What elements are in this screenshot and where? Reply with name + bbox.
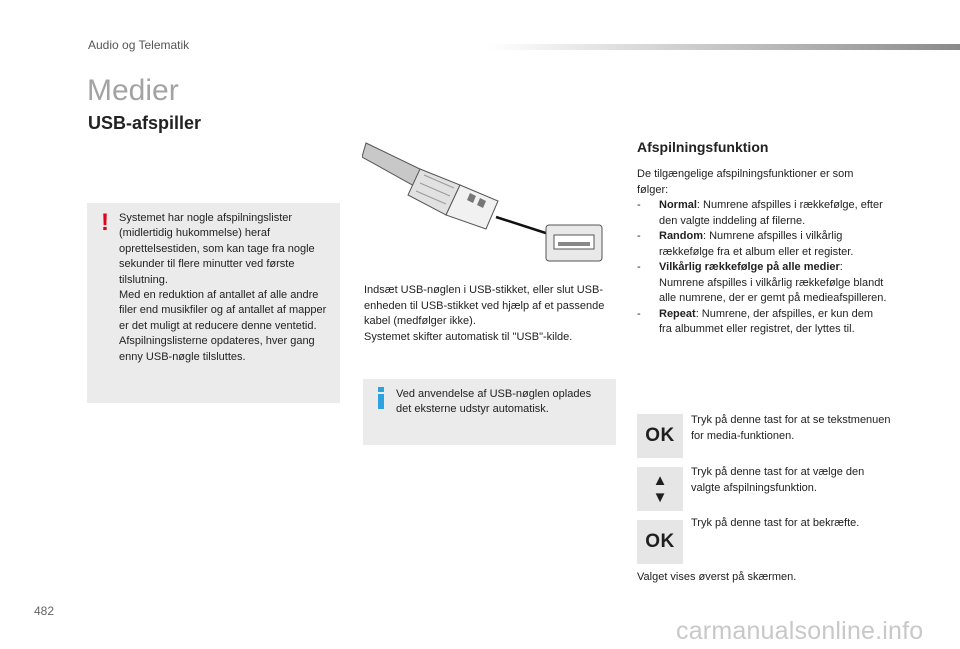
warning-box xyxy=(87,203,340,403)
confirm-ok-key-icon: OK xyxy=(637,520,683,564)
info-box xyxy=(363,379,616,445)
insert-instructions: Indsæt USB-nøglen i USB-stikket, eller slut USB-enheden til USB-stikket ved hjælp af et passende kabel (medfølger ikke). Systemet skifter automatisk til "USB"-kilde. xyxy=(364,284,605,343)
playback-mode-list xyxy=(637,198,887,338)
mode-name: Random xyxy=(659,230,703,242)
page-title: Medier xyxy=(87,74,179,107)
ok-key-description: Tryk på denne tast for at se tekstmenuen for media-funktionen. xyxy=(691,414,891,442)
usb-port xyxy=(546,225,602,261)
dash-bullet: - xyxy=(637,199,641,211)
watermark: carmanualsonline.info xyxy=(676,617,924,645)
page-number: 482 xyxy=(34,604,55,618)
ok-key-icon: OK xyxy=(637,414,683,458)
mode-desc: : Numrene afspilles i vilkårlig rækkefølge fra et album eller et register. xyxy=(659,230,854,258)
usb-plug-icon xyxy=(362,141,616,267)
mode-desc: : Numrene, der afspilles, er kun dem fra albummet eller registret, der lyttes til. xyxy=(659,307,873,335)
playback-title: Afspilningsfunktion xyxy=(637,139,769,155)
warning-text: Systemet har nogle afspilningslister (midlertidig hukommelse) heraf oprettelsestiden, som kan tage fra nogle sekunder til flere minutter ved første tilslutning. Med en reduktion af antallet af alle andre filer end musikfiler og af antallet af mapper er det muligt at reducere denne ventetid. Afspilningslisterne opdateres, hver gang enny USB-nøgle tilsluttes. xyxy=(119,212,327,363)
mode-name: Repeat xyxy=(659,307,696,320)
list-item xyxy=(637,198,887,229)
mode-name: Vilkårlig rækkefølge på alle medier xyxy=(659,261,840,273)
usb-connector xyxy=(408,169,498,229)
dash-bullet: - xyxy=(637,261,641,273)
dash-bullet: - xyxy=(637,230,641,242)
selection-note: Valget vises øverst på skærmen. xyxy=(637,571,797,583)
confirm-key-description: Tryk på denne tast for at bekræfte. xyxy=(691,517,860,529)
list-item xyxy=(637,260,887,307)
down-arrow-icon: ▼ xyxy=(652,489,668,506)
exclamation-icon: ! xyxy=(101,209,109,236)
dash-bullet: - xyxy=(637,307,641,320)
info-icon xyxy=(377,387,385,409)
up-down-keys-icon xyxy=(637,467,683,511)
section-title: USB-afspiller xyxy=(88,113,202,133)
mode-name: Normal xyxy=(659,199,697,211)
mode-desc: : Numrene afspilles i rækkefølge, efter den valgte inddeling af filerne. xyxy=(659,199,883,227)
header-gradient-bar xyxy=(488,44,960,50)
mode-desc: : Numrene afspilles i vilkårlig rækkefølge blandt alle numrene, der er gemt på medieafspilleren. xyxy=(659,261,887,304)
arrow-keys-description: Tryk på denne tast for at vælge den valgte afspilningsfunktion. xyxy=(691,466,865,494)
playback-intro: De tilgængelige afspilningsfunktioner er som følger: xyxy=(637,168,854,196)
header-section-label: Audio og Telematik xyxy=(88,38,190,52)
list-item xyxy=(637,307,887,338)
list-item xyxy=(637,229,887,260)
up-arrow-icon: ▲ xyxy=(652,472,668,489)
info-text: Ved anvendelse af USB-nøglen oplades det eksterne udstyr automatisk. xyxy=(396,388,592,416)
